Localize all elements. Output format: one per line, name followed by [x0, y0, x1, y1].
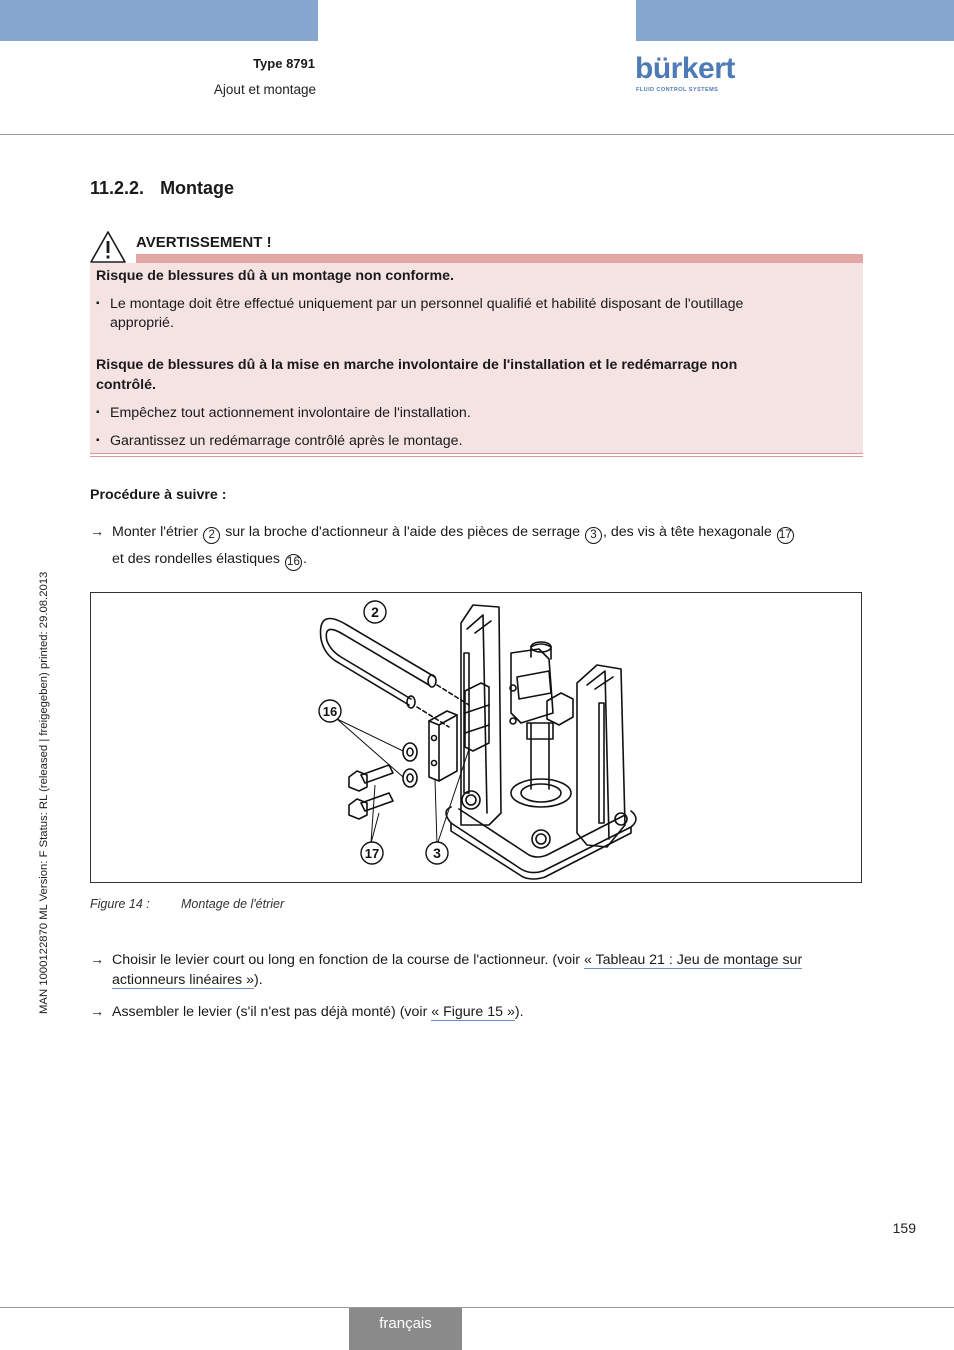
- procedure-label: Procédure à suivre :: [90, 487, 227, 503]
- procedure-step-3: [90, 1002, 862, 1022]
- header-divider: [0, 134, 954, 135]
- warning-title: AVERTISSEMENT !: [136, 234, 272, 251]
- base-plate-outer: [446, 807, 636, 873]
- header-bar-right: [636, 0, 954, 41]
- bracket-assembly-illustration: [91, 593, 861, 882]
- logo-tagline: FLUID CONTROL SYSTEMS: [636, 87, 719, 93]
- figure-caption-label: Figure 14 :: [90, 897, 150, 911]
- spring-washer-2-hole: [407, 774, 413, 782]
- figure-frame: [90, 592, 862, 883]
- callout-text-2: 2: [371, 604, 379, 620]
- step-3-line: [112, 1002, 524, 1022]
- clamp-hole-2: [432, 761, 437, 766]
- bracket-hole-right: [510, 718, 516, 724]
- ref-circle-17: 17: [777, 527, 794, 544]
- actuator-rail-right: [577, 665, 625, 847]
- step-1-text-a: Monter l'étrier: [112, 524, 199, 540]
- procedure-step-2: [90, 950, 862, 990]
- base-plate-thickness: [451, 823, 631, 879]
- u-bolt-end-top: [428, 675, 436, 687]
- rail-right-slot: [599, 703, 604, 823]
- section-number: 11.2.2.: [90, 178, 145, 198]
- base-bolt-left-inner: [466, 795, 476, 805]
- page-number: 159: [892, 1220, 916, 1236]
- callout-text-16: 16: [322, 704, 338, 719]
- link-tableau-21[interactable]: « Tableau 21 : Jeu de montage sur: [583, 952, 803, 968]
- step-1-text-b: sur la broche d'actionneur à l'aide des pièces de serrage: [225, 524, 581, 540]
- bullet-marker: ▪: [96, 407, 100, 418]
- callout-text-17: 17: [364, 846, 380, 861]
- rail-right-ribs: [587, 671, 613, 839]
- flange-ring-inner: [521, 784, 561, 802]
- bullet-marker: ▪: [96, 435, 100, 446]
- base-plate-inner: [459, 809, 625, 857]
- document-metadata-vertical: MAN 1000122870 ML Version: F Status: RL (released | freigegeben) printed: 29.08.2013: [38, 571, 50, 1014]
- warning-heading-2-line-1: Risque de blessures dû à la mise en marche involontaire de l'installation et le redémarrage non: [96, 357, 738, 373]
- ref-circle-2: 2: [203, 527, 220, 544]
- warning-triangle-icon: [89, 230, 127, 264]
- bullet-2-text: Empêchez tout actionnement involontaire de l'installation.: [110, 405, 471, 421]
- base-bolt-front-inner: [536, 834, 546, 844]
- language-tab: français: [349, 1308, 462, 1350]
- link-tableau-21-cont[interactable]: actionneurs linéaires »: [112, 972, 254, 988]
- step-3-text-b: ).: [514, 1004, 524, 1020]
- step-1-text-d: et des rondelles élastiques: [112, 551, 280, 567]
- chapter-subtitle: Ajout et montage: [213, 82, 316, 97]
- ref-circle-16: 16: [285, 554, 302, 571]
- spring-washer-1: [403, 743, 417, 761]
- figure-caption-text: Montage de l'étrier: [181, 897, 285, 911]
- spring-washer-2: [403, 769, 417, 787]
- section-heading: [90, 178, 234, 199]
- section-title: Montage: [160, 178, 235, 198]
- step-1-line-1: [112, 522, 795, 544]
- step-2-line-1: [112, 950, 802, 970]
- warning-heading-2-line-2: contrôlé.: [96, 377, 156, 393]
- base-bolt-left: [462, 791, 480, 809]
- footer-divider: [0, 1307, 954, 1308]
- arrow-right-icon: →: [90, 952, 105, 968]
- arrow-right-icon: →: [90, 1004, 105, 1020]
- step-1-text-e: .: [302, 551, 307, 567]
- burkert-logo: [635, 52, 735, 96]
- spindle-bracket-face: [517, 671, 551, 699]
- bullet-1-line-2: approprié.: [110, 315, 174, 331]
- warning-heading-1: Risque de blessures dû à un montage non conforme.: [96, 268, 454, 284]
- spring-washer-1-hole: [407, 748, 413, 756]
- clamp-piece-front: [429, 711, 457, 781]
- link-figure-15[interactable]: « Figure 15 »: [431, 1004, 515, 1020]
- bullet-3-text: Garantissez un redémarrage contrôlé après le montage.: [110, 433, 463, 449]
- arrow-right-icon: →: [90, 524, 105, 540]
- hex-nut-upper: [547, 693, 573, 725]
- callout-text-3: 3: [433, 845, 441, 861]
- step-1-text-c: , des vis à tête hexagonale: [602, 524, 772, 540]
- step-1-line-2: [112, 549, 307, 571]
- clamp-piece-front-edges: [429, 715, 457, 781]
- warning-box: [90, 263, 863, 454]
- rail-left-ribs: [467, 615, 491, 813]
- ref-circle-3: 3: [585, 527, 602, 544]
- clamp-hole-1: [432, 736, 437, 741]
- header-bar-left: [0, 0, 318, 41]
- bullet-marker: ▪: [96, 298, 100, 309]
- step-2-text-a: Choisir le levier court ou long en fonction de la course de l'actionneur. (voir: [112, 952, 580, 968]
- step-2-line-2: [112, 970, 263, 990]
- logo-wordmark: bürkert: [635, 52, 735, 85]
- bullet-1-line-1: Le montage doit être effectué uniquement par un personnel qualifié et habilité disposant de l'outillage: [110, 296, 744, 312]
- procedure-step-1: [90, 522, 862, 566]
- base-bolt-front: [532, 830, 550, 848]
- warning-stripe: [136, 254, 863, 263]
- step-2-text-b: ).: [253, 972, 263, 988]
- u-bolt-end-bottom: [407, 696, 415, 708]
- document-type-title: Type 8791: [253, 56, 315, 71]
- step-3-text-a: Assembler le levier (s'il n'est pas déjà monté) (voir: [112, 1004, 428, 1020]
